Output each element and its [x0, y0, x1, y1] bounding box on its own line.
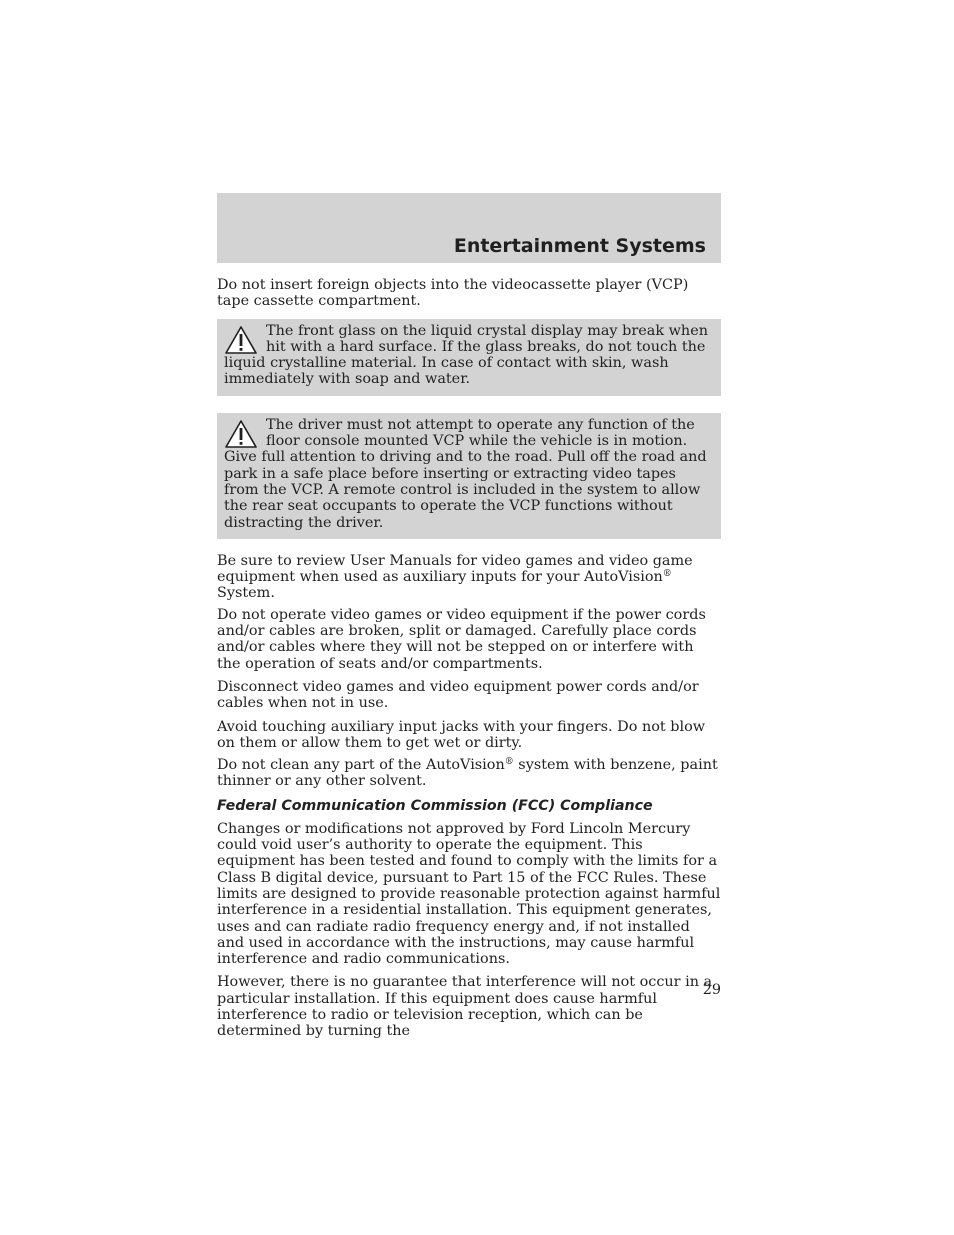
registered-mark: ® — [504, 757, 514, 768]
paragraph-disconnect: Disconnect video games and video equipment power cords and/or cables when not in use. — [217, 678, 699, 712]
registered-mark: ® — [662, 569, 672, 580]
warning-box-driver-vcp — [217, 413, 721, 539]
section-header — [217, 193, 721, 263]
fcc-heading: Federal Communication Commission (FCC) Compliance — [217, 797, 653, 814]
paragraph-user-manuals-end: System. — [217, 585, 275, 602]
section-title: Entertainment Systems — [453, 235, 706, 257]
page-number: 29 — [702, 982, 721, 998]
paragraph-power-cords: Do not operate video games or video equipment if the power cords and/or cables are broken, split or damaged. Carefully place cords and/or cables where they will not be stepped on or interfere with the operation of seats and/or compartments. — [217, 606, 706, 672]
warning-triangle-icon — [224, 419, 258, 449]
paragraph-cleaning-text: Do not clean any part of the AutoVision — [217, 757, 505, 774]
fcc-paragraph-changes: Changes or modifications not approved by Ford Lincoln Mercury could void user’s authority to operate the equipment. This equipment has been tested and found to comply with the limits for a Class B digital device, pursuant to Part 15 of the FCC Rules. These limits are designed to provide reasonable protection against harmful interference in a residential installation. This equipment generates, uses and can radiate radio frequency energy and, if not installed and used in accordance with the instructions, may cause harmful interference and radio communications. — [217, 820, 721, 968]
warning-text-driver-vcp: The driver must not attempt to operate any function of the floor console mounted VCP while the vehicle is in motion. Give full attention to driving and to the road. Pull off the road and park in a safe place before inserting or extracting video tapes from the VCP. A remote control is included in the system to allow the rear seat occupants to operate the VCP functions without distracting the driver. — [224, 416, 707, 531]
warning-triangle-icon — [224, 325, 258, 355]
fcc-paragraph-guarantee: However, there is no guarantee that interference will not occur in a particular installation. If this equipment does cause harmful interference to radio or television reception, which can be determined by turning the — [217, 974, 713, 1040]
warning-box-lcd-glass — [217, 319, 721, 396]
paragraph-input-jacks: Avoid touching auxiliary input jacks with your fingers. Do not blow on them or allow them to get wet or dirty. — [217, 718, 706, 751]
paragraph-user-manuals-text: Be sure to review User Manuals for video games and video game equipment when used as auxiliary inputs for your AutoVision — [217, 552, 693, 586]
intro-paragraph: Do not insert foreign objects into the videocassette player (VCP) tape cassette compartment. — [217, 277, 689, 310]
paragraph-user-manuals — [217, 553, 721, 602]
manual-page — [217, 193, 721, 1040]
warning-text-lcd-glass: The front glass on the liquid crystal display may break when hit with a hard surface. If the glass breaks, do not touch the liquid crystalline material. In case of contact with skin, wash immediately with soap and water. — [224, 322, 708, 388]
paragraph-cleaning-end: system with benzene, paint thinner or any other solvent. — [217, 757, 718, 790]
paragraph-cleaning — [217, 757, 721, 790]
